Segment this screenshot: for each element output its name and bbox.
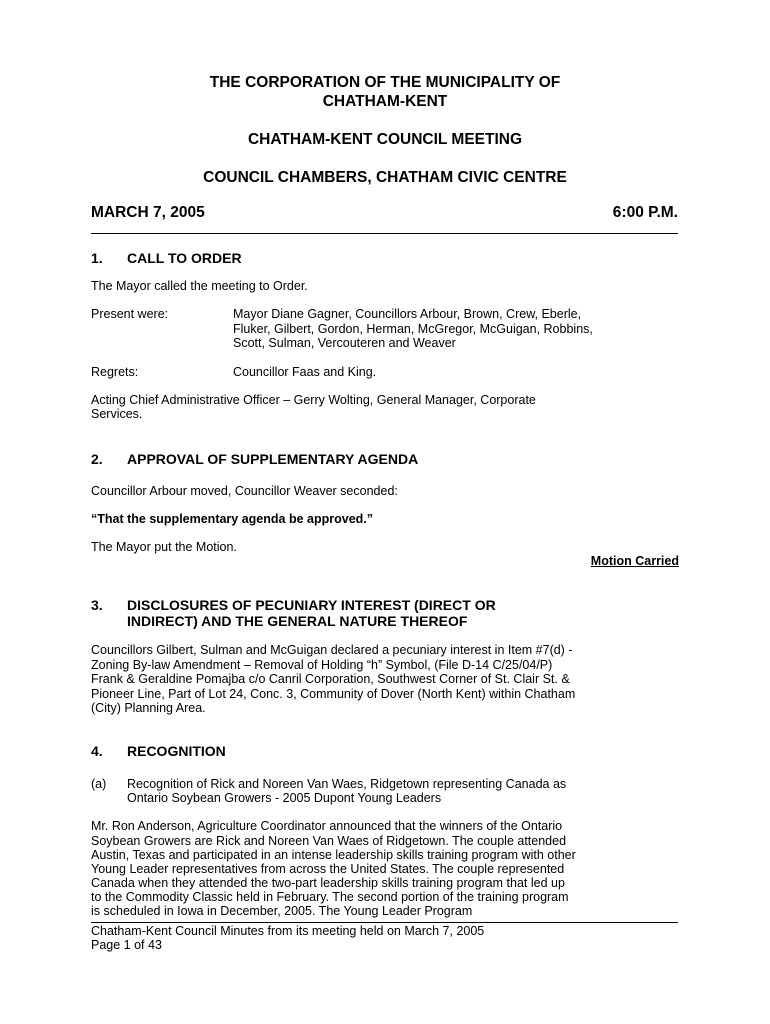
section-1-number: 1. [91,250,103,266]
present-label: Present were: [91,307,169,321]
section-2-number: 2. [91,451,103,467]
pecuniary-line: Councillors Gilbert, Sulman and McGuigan declared a pecuniary interest in Item #7(d) - [91,643,573,657]
recognition-body-line: Young Leader representatives from across the United States. The couple represented [91,862,565,876]
acting-cao-line: Services. [91,407,143,421]
footer-rule [91,922,678,923]
section-3-number: 3. [91,597,103,613]
header-line2: CHATHAM-KENT [322,93,448,110]
section-4-title: RECOGNITION [127,743,226,759]
motion-text: “That the supplementary agenda be approved.” [91,512,374,526]
recognition-body-line: Soybean Growers are Rick and Noreen Van Waes of Ridgetown. The couple attended [91,834,567,848]
section-2-title: APPROVAL OF SUPPLEMENTARY AGENDA [127,451,419,467]
recognition-item-label: (a) [91,777,107,791]
section-3-title: DISCLOSURES OF PECUNIARY INTEREST (DIRECT OR [127,597,496,613]
present-line: Mayor Diane Gagner, Councillors Arbour, Brown, Crew, Eberle, [233,307,582,321]
meeting-time: 6:00 P.M. [612,204,678,221]
meeting-title: CHATHAM-KENT COUNCIL MEETING [247,131,523,148]
regrets-label: Regrets: [91,365,139,379]
footer-minutes-line: Chatham-Kent Council Minutes from its meeting held on March 7, 2005 [91,924,485,938]
call-to-order-text: The Mayor called the meeting to Order. [91,279,308,293]
footer-page-number: Page 1 of 43 [91,938,162,952]
motion-carried-label: Motion Carried [590,554,679,568]
section-1-title: CALL TO ORDER [127,250,242,266]
present-line: Scott, Sulman, Vercouteren and Weaver [233,336,456,350]
acting-cao-line: Acting Chief Administrative Officer – Gerry Wolting, General Manager, Corporate [91,393,536,407]
pecuniary-line: Frank & Geraldine Pomajba c/o Canril Corporation, Southwest Corner of St. Clair St. & [91,672,570,686]
pecuniary-line: Zoning By-law Amendment – Removal of Holding “h” Symbol, (File D-14 C/25/04/P) [91,658,553,672]
mayor-put-motion-text: The Mayor put the Motion. [91,540,237,554]
recognition-item-line: Ontario Soybean Growers - 2005 Dupont Young Leaders [127,791,442,805]
section-3-title: INDIRECT) AND THE GENERAL NATURE THEREOF [127,613,468,629]
section-4-number: 4. [91,743,103,759]
pecuniary-line: (City) Planning Area. [91,701,206,715]
meeting-location: COUNCIL CHAMBERS, CHATHAM CIVIC CENTRE [203,169,567,186]
recognition-body-line: to the Commodity Classic held in February. The second portion of the training program [91,890,569,904]
regrets-value: Councillor Faas and King. [233,365,377,379]
present-line: Fluker, Gilbert, Gordon, Herman, McGregor, McGuigan, Robbins, [233,322,593,336]
meeting-date: MARCH 7, 2005 [91,204,205,221]
recognition-body-line: Austin, Texas and participated in an intense leadership skills training program with other [91,848,576,862]
header-line1: THE CORPORATION OF THE MUNICIPALITY OF [209,74,561,91]
recognition-item-line: Recognition of Rick and Noreen Van Waes, Ridgetown representing Canada as [127,777,567,791]
recognition-body-line: Canada when they attended the two-part leadership skills training program that led up [91,876,565,890]
moved-seconded-text: Councillor Arbour moved, Councillor Weaver seconded: [91,484,398,498]
recognition-body-line: Mr. Ron Anderson, Agriculture Coordinator announced that the winners of the Ontario [91,819,563,833]
recognition-body-line: is scheduled in Iowa in December, 2005. The Young Leader Program [91,904,473,918]
header-rule [91,233,678,234]
pecuniary-line: Pioneer Line, Part of Lot 24, Conc. 3, Community of Dover (North Kent) within Chatham [91,687,576,701]
